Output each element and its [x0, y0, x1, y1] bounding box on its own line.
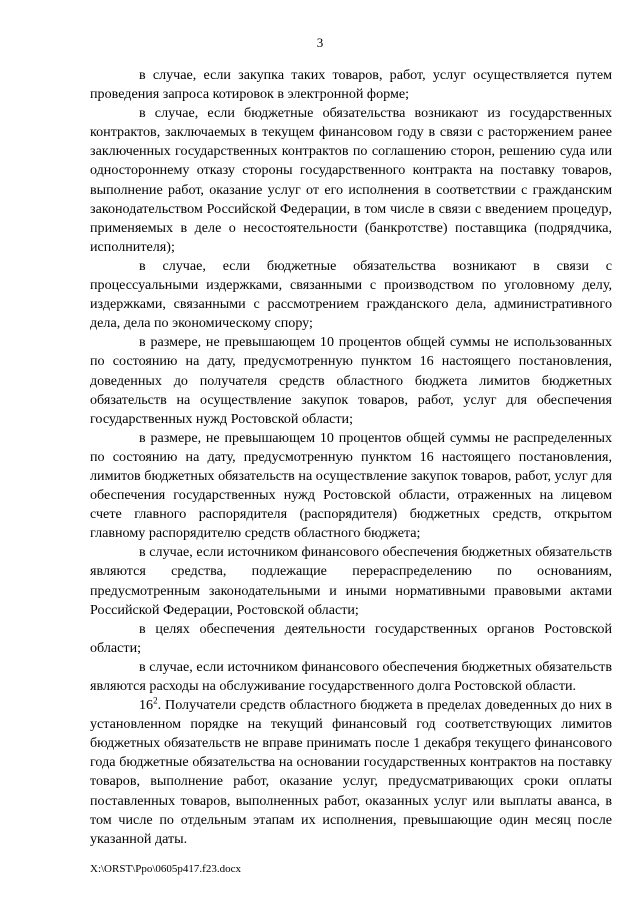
clause-paragraph	[90, 696, 612, 849]
paragraph: в случае, если бюджетные обязательства возникают в связи с процессуальными издержками, связанными с производством по уголовному делу, издержками, связанными с рассмотрением гражданского дела, административного дела, дела по экономическому спору;	[90, 257, 612, 332]
paragraph: в случае, если источником финансового обеспечения бюджетных обязательств являются расходы на обслуживание государственного долга Ростовской области.	[90, 658, 612, 694]
clause-text: . Получатели средств областного бюджета в пределах доведенных до них в установленном порядке на текущий финансовый год соответствующих лимитов бюджетных обязательств не вправе принимать после 1 декабря текущего финансового года бюджетные обязательства на основании государственных контрактов на поставку товаров, выполнение работ, оказание услуг, предусматривающих сроки оплаты поставленных товаров, выполненных работ, оказанных услуг или выплаты аванса, в том числе по отдельным этапам их исполнения, превышающие один месяц после указанной даты.	[90, 697, 612, 847]
paragraph: в случае, если бюджетные обязательства возникают из государственных контрактов, заключаемых в текущем финансовом году в связи с расторжением ранее заключенных государственных контрактов по соглашению сторон, решению суда или одностороннему отказу стороны государственного контракта на поставку товаров, выполнение работ, оказание услуг от его исполнения в соответствии с гражданским законодательством Российской Федерации, в том числе в связи с введением процедур, применяемых в деле о несостоятельности (банкротстве) поставщика (подрядчика, исполнителя);	[90, 105, 612, 255]
paragraph: в размере, не превышающем 10 процентов общей суммы не использованных по состоянию на дату, предусмотренную пунктом 16 настоящего постановления, доведенных до получателя средств областного бюджета лимитов бюджетных обязательств на осуществление закупок товаров, работ, услуг для обеспечения государственных нужд Ростовской области;	[90, 334, 612, 427]
clause-superscript: 2	[153, 695, 158, 706]
footer-file-path: X:\ORST\Ppo\0605p417.f23.docx	[90, 863, 241, 875]
paragraph: в случае, если источником финансового обеспечения бюджетных обязательств являются средства, подлежащие перераспределению по основаниям, предусмотренным законодательными и иными нормативными правовыми актами Российской Федерации, Ростовской области;	[90, 544, 612, 618]
document-body	[90, 66, 612, 849]
paragraph: в целях обеспечения деятельности государственных органов Ростовской области;	[90, 620, 612, 656]
clause-number: 16	[139, 697, 154, 714]
paragraph: в размере, не превышающем 10 процентов общей суммы не распределенных по состоянию на дату, предусмотренную пунктом 16 настоящего постановления, лимитов бюджетных обязательств на осуществление закупок товаров, работ, услуг для обеспечения государственных нужд Ростовской области, отраженных на лицевом счете главного распорядителя (распорядителя) бюджетных средств, открытом главному распорядителю средств областного бюджета;	[90, 429, 612, 542]
paragraph: в случае, если закупка таких товаров, работ, услуг осуществляется путем проведения запроса котировок в электронной форме;	[90, 67, 612, 103]
page-number: 3	[316, 35, 324, 50]
